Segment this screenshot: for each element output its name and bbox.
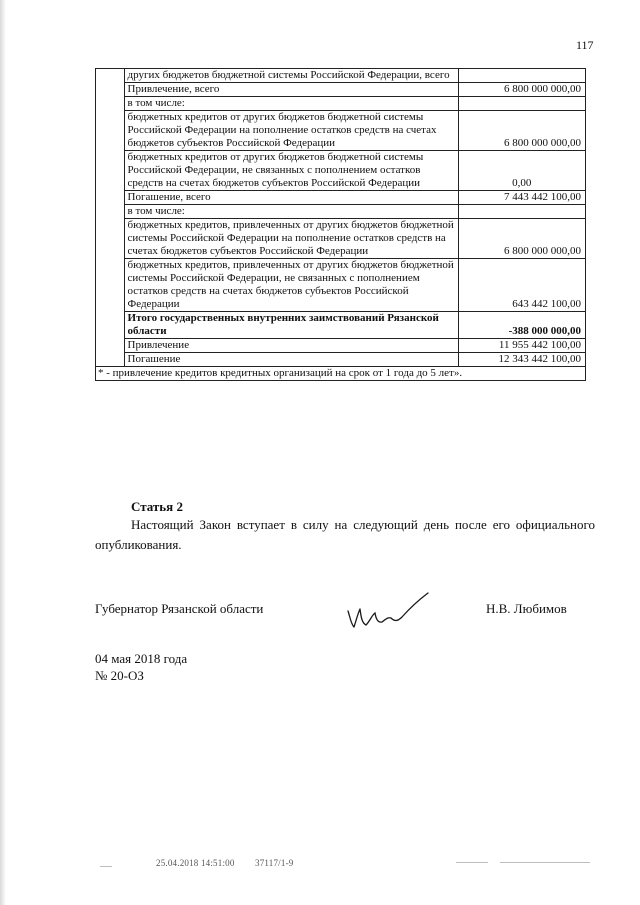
row-index-cell: [96, 69, 125, 83]
row-index-cell: [96, 219, 125, 259]
table-row: [96, 83, 586, 97]
row-index-cell: [96, 83, 125, 97]
footer-doc-code: 37117/1-9: [255, 858, 294, 868]
table-row: [96, 97, 586, 111]
row-description: бюджетных кредитов, привлеченных от других бюджетов бюджетной системы Российской Федерации, не связанных с пополнением остатков средств на счетах бюджетов субъектов Российской Федерации: [124, 259, 459, 312]
table-row: [96, 353, 586, 367]
row-amount: 11 955 442 100,00: [459, 339, 586, 353]
scan-noise: [456, 862, 488, 863]
row-amount: [459, 205, 586, 219]
borrowings-table: [95, 68, 586, 381]
row-amount: 643 442 100,00: [459, 259, 586, 312]
table-row: [96, 205, 586, 219]
footer-stamp: [156, 858, 311, 868]
row-description: бюджетных кредитов, привлеченных от других бюджетов бюджетной системы Российской Федерации на пополнение остатков средств на счетах бюджетов субъектов Российской Федерации: [124, 219, 459, 259]
row-amount: 6 800 000 000,00: [459, 219, 586, 259]
row-amount: 7 443 442 100,00: [459, 191, 586, 205]
table-row: [96, 259, 586, 312]
scan-noise: [500, 862, 590, 863]
table-row: [96, 69, 586, 83]
scan-noise: [100, 866, 112, 867]
row-amount: 6 800 000 000,00: [459, 83, 586, 97]
row-index-cell: [96, 111, 125, 151]
row-index-cell: [96, 191, 125, 205]
table-row: [96, 111, 586, 151]
table-footnote-row: [96, 367, 586, 381]
row-index-cell: [96, 339, 125, 353]
table-row: [96, 339, 586, 353]
handwritten-signature: [342, 591, 432, 633]
law-date: 04 мая 2018 года: [95, 651, 188, 666]
row-index-cell: [96, 259, 125, 312]
row-index-cell: [96, 151, 125, 191]
table-row: [96, 312, 586, 339]
row-amount: -388 000 000,00: [459, 312, 586, 339]
row-description: в том числе:: [124, 205, 459, 219]
row-description: Погашение, всего: [124, 191, 459, 205]
row-description: Привлечение: [124, 339, 459, 353]
row-description: Привлечение, всего: [124, 83, 459, 97]
row-description: Погашение: [124, 353, 459, 367]
row-index-cell: [96, 312, 125, 339]
row-amount: [459, 69, 586, 83]
table-row: [96, 191, 586, 205]
law-number: № 20-ОЗ: [95, 668, 144, 683]
scan-edge: [0, 0, 6, 905]
row-amount: 12 343 442 100,00: [459, 353, 586, 367]
row-amount: 6 800 000 000,00: [459, 111, 586, 151]
table-row: [96, 151, 586, 191]
table-footnote: * - привлечение кредитов кредитных организаций на срок от 1 года до 5 лет».: [96, 367, 586, 381]
row-amount: [459, 97, 586, 111]
article-text: Настоящий Закон вступает в силу на следующий день после его официального опубликования.: [95, 517, 595, 552]
row-description: Итого государственных внутренних заимствований Рязанской области: [124, 312, 459, 339]
row-index-cell: [96, 97, 125, 111]
row-index-cell: [96, 205, 125, 219]
page-number: 117: [576, 38, 594, 52]
row-amount: 0,00: [459, 151, 586, 191]
article-heading: Статья 2: [131, 499, 183, 514]
row-description: бюджетных кредитов от других бюджетов бюджетной системы Российской Федерации, не связанных с пополнением остатков средств на счетах бюджетов субъектов Российской Федерации: [124, 151, 459, 191]
row-description: бюджетных кредитов от других бюджетов бюджетной системы Российской Федерации на пополнение остатков средств на счетах бюджетов субъектов Российской Федерации: [124, 111, 459, 151]
signatory-name: Н.В. Любимов: [486, 601, 567, 616]
row-index-cell: [96, 353, 125, 367]
signatory-position: Губернатор Рязанской области: [95, 601, 264, 616]
row-description: в том числе:: [124, 97, 459, 111]
table-row: [96, 219, 586, 259]
row-description: других бюджетов бюджетной системы Российской Федерации, всего: [124, 69, 459, 83]
footer-timestamp: 25.04.2018 14:51:00: [156, 858, 235, 868]
